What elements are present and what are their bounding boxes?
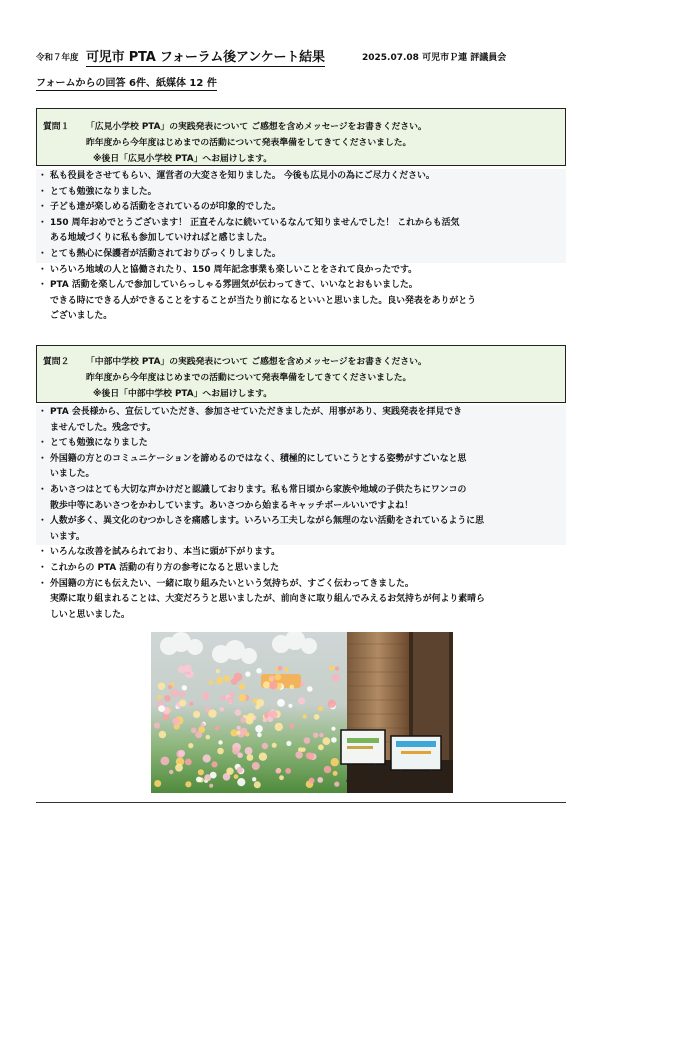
answer-item <box>36 561 566 577</box>
answer-text-line: ・ これからの PTA 活動の有り方の参考になると思いました <box>50 562 280 573</box>
question-1-answers <box>36 169 566 325</box>
answer-text-line: ・ とても勉強になりました <box>50 438 148 449</box>
response-count-subheading: フォームからの回答 6件、紙媒体 12 件 <box>36 74 217 91</box>
question-2-answers <box>36 405 566 623</box>
answer-item <box>36 278 566 325</box>
document-title: 可児市 PTA フォーラム後アンケート結果 <box>86 46 325 67</box>
question-2-prompt: 「中部中学校 PTA」の実践発表について ご感想を含めメッセージをお書きください。 <box>86 357 427 367</box>
answer-text-line: しいと思いました。 <box>50 609 130 620</box>
answer-text-line: ・ とても熱心に保護者が活動されておりびっくりしました。 <box>50 248 281 259</box>
forum-message-wall-photo <box>151 632 453 793</box>
answer-text-line: ・ 私も役員をさせてもらい、運営者の大変さを知りました。 今後も広見小の為にご尽力ください。 <box>50 171 435 181</box>
question-2-label: 質問２ <box>43 357 70 367</box>
answer-text-line: ・ とても勉強になりました。 <box>50 186 157 197</box>
answer-text-line: います。 <box>50 531 85 542</box>
answer-item <box>36 200 566 216</box>
date-and-organization: 2025.07.08 可児市Ｐ連 評議員会 <box>362 53 507 63</box>
answer-item <box>36 405 566 436</box>
answer-item <box>36 452 566 483</box>
answer-text-line: 実際に取り組まれることは、大変だろうと思いましたが、前向きに取り組んでみえるお気持ちが何より素晴ら <box>50 594 485 605</box>
answer-item <box>36 216 566 247</box>
answer-item <box>36 263 566 279</box>
question-2-box <box>36 345 566 403</box>
answer-item <box>36 483 566 514</box>
answer-text-line: ・ 子ども達が楽しめる活動をされているのが印象的でした。 <box>50 202 281 213</box>
question-2-description: 昨年度から今年度はじめまでの活動について発表準備をしてきてくださいました。 <box>86 373 412 383</box>
answer-text-line: できる時にできる人ができることをすることが当たり前になるといいと思いました。良い発表をありがとう <box>50 295 476 306</box>
answer-item <box>36 545 566 561</box>
question-1-box <box>36 108 566 166</box>
answer-text-line: ・ 外国籍の方とのコミュニケーションを諦めるのではなく、積極的にしていこうとする姿勢がすごいなと思 <box>50 453 467 464</box>
question-1-note: ※後日「広見小学校 PTA」へお届けします。 <box>93 154 273 164</box>
answer-text-line: 散歩中等にあいさつをかわしています。あいさつから始まるキャッチボールいいですよね！ <box>50 500 413 511</box>
answer-text-line: ある地域づくりに私も参加していければと感じました。 <box>50 233 272 244</box>
answer-text-line: ・ あいさつはとても大切な声かけだと認識しております。私も常日頃から家族や地域の子供たちにワンコの <box>50 484 467 495</box>
era-label: 令和７年度 <box>36 53 79 63</box>
answer-text-line: ・ PTA 活動を楽しんで参加していらっしゃる雰囲気が伝わってきて、いいなとおもいました。 <box>50 280 418 291</box>
question-2-note: ※後日「中部中学校 PTA」へお届けします。 <box>93 389 273 399</box>
answer-text-line: ・ 150 周年おめでとうございます！ 正直そんなに続いているなんて知りませんでした！ これからも活気 <box>50 217 460 228</box>
question-1-prompt: 「広見小学校 PTA」の実践発表について ご感想を含めメッセージをお書きください。 <box>86 122 427 132</box>
answer-item <box>36 577 566 624</box>
answer-text-line: ・ いろんな改善を試みられており、本当に頭が下がります。 <box>50 547 281 558</box>
answer-text-line: ・ いろいろ地域の人と協働されたり、150 周年記念事業も楽しいことをされて良かったです。 <box>50 264 418 275</box>
document-header <box>36 46 576 66</box>
answer-text-line: いました。 <box>50 469 95 480</box>
answer-text-line: ませんでした。残念です。 <box>50 422 156 433</box>
question-1-description: 昨年度から今年度はじめまでの活動について発表準備をしてきてくださいました。 <box>86 138 412 148</box>
answer-item <box>36 247 566 263</box>
answer-item <box>36 514 566 545</box>
message-wall-illustration <box>151 632 453 793</box>
answer-item <box>36 436 566 452</box>
answer-item <box>36 169 566 185</box>
question-1-label: 質問１ <box>43 122 70 132</box>
answer-text-line: ございました。 <box>50 311 113 322</box>
bottom-divider <box>36 802 566 803</box>
answer-text-line: ・ 外国籍の方にも伝えたい、一緒に取り組みたいという気持ちが、すごく伝わってきました。 <box>50 578 414 589</box>
answer-text-line: ・ 人数が多く、異文化のむつかしさを痛感します。いろいろ工夫しながら無理のない活動をされているように思 <box>50 516 484 527</box>
answer-text-line: ・ PTA 会長様から、宣伝していただき、参加させていただきましたが、用事があり、実践発表を拝見でき <box>50 407 462 417</box>
answer-item <box>36 185 566 201</box>
